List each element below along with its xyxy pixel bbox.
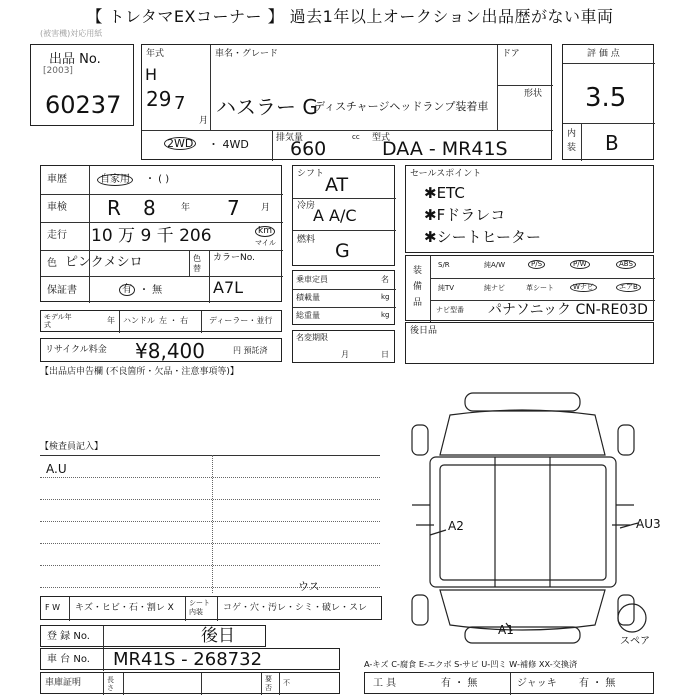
capacity-unit: 名: [381, 275, 389, 284]
fuel-value: G: [335, 240, 350, 262]
shaken-year-unit: 年: [181, 203, 191, 213]
displacement-value: 660: [290, 138, 327, 160]
weight-label: 総重量: [296, 311, 320, 320]
shift-value: AT: [325, 174, 349, 196]
jack-value: 有 ・ 無: [579, 678, 616, 689]
shift-label: シフト: [297, 169, 325, 179]
drive-2wd: 2WD: [164, 137, 196, 150]
reg-value: 後日: [201, 626, 235, 646]
seat-label: シート内装: [189, 599, 210, 616]
diagram-mark-bottom: A1: [498, 623, 514, 637]
load-unit: kg: [381, 293, 390, 301]
tools-label: 工 具: [373, 678, 397, 689]
chassis-row: [40, 648, 340, 670]
auction-banner: 【 トレタマEXコーナー 】 過去1年以上オークション出品歴がない車両: [86, 7, 614, 26]
model-year-label: モデル年式: [44, 313, 72, 329]
color-change: 色替: [193, 254, 201, 273]
year-era: H: [145, 65, 158, 84]
equip-airbag: エアB: [616, 283, 641, 292]
name-change-unit: 月: [341, 350, 349, 359]
tools-value: 有 ・ 無: [441, 678, 478, 689]
fuel-label: 燃料: [297, 235, 316, 245]
name-value: ハスラー G: [216, 95, 318, 119]
recycle-label: リサイクル料金: [45, 345, 107, 355]
load-label: 積載量: [296, 293, 320, 302]
color-value: ピンクメシロ: [65, 255, 143, 270]
equip-leather: 革シート: [526, 284, 554, 292]
score-label: 評 価 点: [587, 49, 620, 59]
ac-label: 冷房: [297, 201, 316, 211]
after-items-label: 後日品: [410, 326, 438, 336]
name-change-day: 日: [381, 350, 389, 359]
shaken-month: 7: [227, 196, 240, 220]
ac-value: A A/C: [313, 206, 357, 225]
diagram-mark-left: A2: [448, 519, 464, 533]
lot-stamp: [2003]: [43, 66, 73, 76]
diagram-mark-right: AU3: [636, 517, 661, 531]
shaken-label: 車検: [47, 202, 67, 213]
after-items-box: [405, 322, 654, 364]
cert-label: 車庫証明: [45, 678, 82, 688]
displacement-label: 排気量: [276, 133, 304, 143]
chassis-label: 車 台 No.: [47, 654, 90, 665]
color-no-value: A7L: [213, 278, 244, 297]
damage-legend: A-キズ C-腐食 E-エクボ S-サビ U-凹ミ W-補修 XX-交換済: [364, 659, 578, 669]
car-damage-diagram: [410, 385, 662, 650]
tools-jack-row: [364, 672, 654, 694]
model-label: 型式: [372, 133, 391, 143]
inspector-text: A.U: [46, 462, 67, 476]
warranty-yes: 有: [119, 284, 135, 296]
selling-point-2: ✱Fドラレコ: [424, 206, 506, 224]
color-label: 色: [47, 258, 57, 269]
selling-points-label: セールスポイント: [410, 169, 482, 179]
shaken-era: R: [107, 196, 121, 220]
name-sub: ディスチャージヘッドランプ装着車: [314, 100, 489, 113]
mileage-unit: km: [255, 226, 275, 237]
handle-label: ハンドル: [123, 316, 155, 325]
mileage-value: 10 万 9 千 206: [91, 226, 212, 246]
cert-option-3: 不: [283, 679, 290, 687]
door-label: ドア: [502, 49, 520, 59]
year-value: 29: [146, 87, 172, 111]
recycle-unit: 円 預託済: [233, 346, 268, 355]
equipment-box: [405, 255, 654, 321]
shaken-month-unit: 月: [261, 203, 271, 213]
recycle-box: [40, 338, 282, 362]
color-no-label: カラーNo.: [213, 253, 255, 263]
shape-label: 形状: [524, 89, 543, 99]
history-rest: ・ ( ): [145, 174, 170, 185]
mileage-label: 走行: [47, 230, 67, 241]
history-box: [40, 165, 282, 302]
dealer-label: ディーラー・並行: [209, 316, 273, 325]
handle-options: 左 ・ 右: [159, 316, 189, 325]
fw-seat-row: [40, 596, 382, 620]
chassis-value: MR41S - 268732: [113, 649, 263, 670]
history-label: 車歴: [47, 174, 67, 185]
seat-note: ウス: [298, 580, 320, 593]
equip-aw: 純A/W: [484, 261, 506, 269]
equip-wnavi: Wナビ: [570, 283, 597, 292]
month-value: 7: [174, 93, 186, 114]
model-year-row: [40, 310, 282, 332]
shift-box: [292, 165, 395, 266]
capacity-label: 乗車定員: [296, 275, 328, 284]
name-change-box: [292, 330, 395, 363]
declaration-label: 【出品店申告欄 (不良箇所・欠品・注意事項等)】: [40, 367, 239, 377]
capacity-box: [292, 270, 395, 325]
name-label: 車名・グレード: [215, 49, 279, 59]
reg-label: 登 録 No.: [47, 631, 90, 642]
cert-option-1: 要: [265, 675, 272, 683]
equip-abs: ABS: [616, 260, 636, 269]
equip-navi: 純ナビ: [484, 284, 505, 292]
spare-label: スペア: [620, 636, 650, 647]
warranty-rest: ・ 無: [139, 285, 163, 296]
garage-cert-row: [40, 672, 340, 694]
name-change-label: 名変期限: [296, 333, 328, 342]
score-value: 3.5: [585, 83, 627, 113]
fw-label: F W: [45, 603, 61, 612]
equip-sr: S/R: [438, 261, 450, 269]
selling-point-1: ✱ETC: [424, 184, 465, 202]
faded-note: (被害機)対応用紙: [40, 29, 103, 38]
selling-point-3: ✱シートヒーター: [424, 228, 541, 246]
recycle-value: ¥8,400: [135, 339, 205, 363]
length-label: 長さ: [107, 676, 114, 692]
navi-model-label: ナビ型番: [436, 306, 464, 314]
inspector-label: 【検査員記入】: [40, 442, 104, 452]
fw-text: キズ・ヒビ・石・割レ X: [75, 603, 174, 613]
equip-pw: P/W: [570, 260, 590, 269]
vehicle-header-box: [141, 44, 552, 160]
selling-points-box: [405, 165, 654, 253]
registration-row: [40, 625, 266, 647]
month-unit: 月: [199, 116, 209, 126]
weight-unit: kg: [381, 311, 390, 319]
jack-label: ジャッキ: [517, 678, 557, 689]
lot-label: 出品 No.: [49, 52, 101, 67]
score-box: [562, 44, 654, 160]
navi-model-value: パナソニック CN-RE03D: [488, 302, 648, 318]
interior-label: 内装: [567, 129, 577, 153]
interior-value: B: [605, 131, 619, 155]
model-year-unit: 年: [107, 316, 115, 325]
seat-text: コゲ・穴・汚レ・シミ・破レ・スレ: [223, 603, 368, 613]
lot-number: 60237: [45, 91, 122, 119]
drive-4wd: ・ 4WD: [208, 138, 249, 151]
shaken-year: 8: [143, 196, 156, 220]
equip-tv: 純TV: [438, 284, 455, 292]
year-label: 年式: [146, 49, 165, 59]
warranty-label: 保証書: [47, 285, 77, 296]
model-value: DAA - MR41S: [382, 138, 508, 160]
mileage-sub: マイル: [255, 239, 276, 247]
lot-number-box: [30, 44, 134, 126]
cert-option-2: 否: [265, 684, 272, 692]
equipment-label: 装備品: [413, 266, 423, 308]
displacement-unit: cc: [352, 133, 360, 141]
inspector-area: [40, 455, 380, 593]
history-value: 自家用: [97, 174, 133, 186]
equip-ps: P/S: [528, 260, 545, 269]
